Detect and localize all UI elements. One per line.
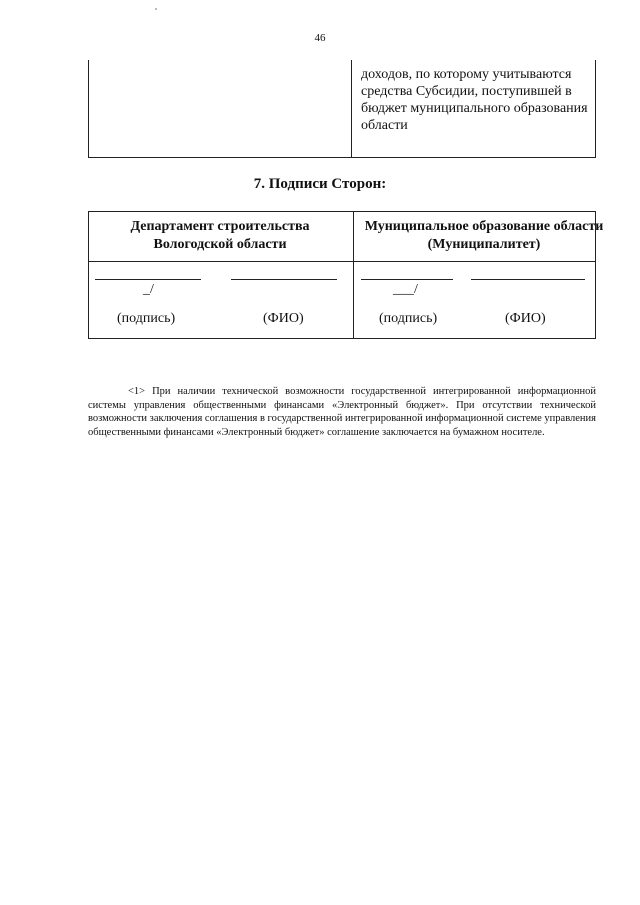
table-right-cell-text: доходов, по которому учитываются средства Субсидии, поступившей в бюджет муниципального образования области — [361, 67, 588, 133]
right-signature-line — [361, 279, 453, 280]
page-number: 46 — [314, 32, 326, 44]
footnote — [88, 385, 596, 439]
table-column-divider — [351, 60, 352, 157]
signature-table-column-divider — [353, 212, 354, 338]
right-name-line — [471, 279, 585, 280]
footnote-text: <1> При наличии технической возможности государственной интегрированной информационной системы управления общественными финансами «Электронный бюджет». При отсутствии технической возможности заключения соглашения в государственной интегрированной информационной системе управления общественными финансами «Электронный бюджет» соглашение заключается на бумажном носителе. — [88, 386, 596, 438]
left-name-label: (ФИО) — [263, 311, 304, 326]
left-signature-label: (подпись) — [117, 311, 176, 326]
left-date-slash: _/ — [143, 282, 154, 297]
right-signature-label: (подпись) — [379, 311, 438, 326]
left-signature-line — [95, 279, 201, 280]
signature-table-row-divider — [89, 261, 595, 262]
scan-speck — [155, 8, 157, 10]
left-name-line — [231, 279, 337, 280]
right-name-label: (ФИО) — [505, 311, 546, 326]
right-date-slash: ___/ — [393, 282, 418, 297]
signature-table — [88, 211, 604, 339]
right-party-heading: Муниципальное образование области (Муниципалитет) — [364, 219, 604, 252]
left-party-heading: Департамент строительства Вологодской области — [130, 219, 310, 252]
section-title: 7. Подписи Сторон: — [253, 176, 387, 192]
continued-table — [88, 60, 596, 158]
